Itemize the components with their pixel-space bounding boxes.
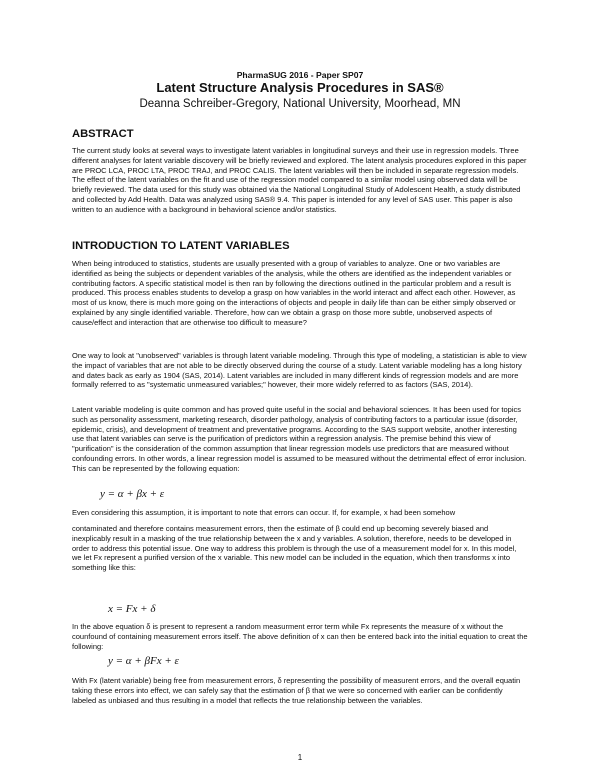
paper-title: Latent Structure Analysis Procedures in SAS® [156, 80, 444, 95]
page-number: 1 [297, 753, 303, 762]
intro-heading: INTRODUCTION TO LATENT VARIABLES [72, 240, 290, 252]
intro-paragraph-6: With Fx (latent variable) being free from measurement errors, δ representing the possibility of measurent errors, and the overall equatin taking these errors into effect, we can safely say that the estimation of β that we were so concerned with earlier can be confidently labeled as unbiased and thus resulting in a model that reflects the true relationship between the variables. [72, 676, 521, 705]
abstract-heading: ABSTRACT [72, 128, 134, 140]
author-line: Deanna Schreiber-Gregory, National University, Moorhead, MN [139, 98, 461, 110]
equation-1: y = α + βx + ε [100, 488, 165, 500]
equation-3: y = α + βFx + ε [108, 655, 179, 667]
intro-paragraph-4b: contaminated and therefore contains measurement errors, then the estimate of β could end up becoming severely biased and inexplicably result in a masking of the true relationship between the x and y variables. A solution, therefore, needs to be developed in order to address this potential issue. One way to address this problem is through the use of a measurement model for x. In this model, we let Fx represent a purified version of the x variable. This new model can be included in the equation, which then transforms x into something like this: [72, 524, 517, 573]
intro-paragraph-4a: Even considering this assumption, it is important to note that errors can occur. If, for example, x had been somehow [72, 508, 456, 517]
equation-2: x = Fx + δ [108, 603, 156, 615]
intro-paragraph-1: When being introduced to statistics, students are usually presented with a group of variables to analyze. One or two variables are identified as being the subjects or dependent variables of the analysis, while the others are identified as the independent variables or contributing factors. A specific statistical model is then ran by following the directions outlined in the particular problem and a result is produced. This process enables students to develop a grasp on how variables in the world interact and affect each other. However, as most of us know, there is much more going on the interactions of objects and people in daily life than can be either simply observed or explained by any single identified variable. Therefore, how can we obtain a grasp on those more subtle, unobserved aspects of cause/effect and interaction that are otherwise too difficult to measure? [72, 259, 516, 327]
intro-paragraph-3: Latent variable modeling is quite common and has proved quite useful in the social and behavioral sciences. It has been used for topics such as personality assessment, marketing research, disorder pathology, analysis of contributing factors to a particular issue (disorder, epidemic, crisis), and development of treatment and preventative programs. According to the SAS support website, another interesting use that latent variables can serve is the purification of predictors within a regression analysis. The premise behind this view of "purification" is the consideration of the common assumption that linear regression models use predictors that are measured without confounding errors. In other words, a linear regression model is assumed to be measured without the detrimental effect of error inclusion. This can be represented by the following equation: [72, 405, 527, 473]
conference-label: PharmaSUG 2016 - Paper SP07 [236, 70, 364, 80]
abstract-text: The current study looks at several ways to investigate latent variables in longitudinal surveys and their use in regression models. Three different analyses for latent variable discovery will be briefly reviewed and explored. The latent analysis procedures explored in this paper are PROC LCA, PROC LTA, PROC TRAJ, and PROC CALIS. The latent variables will then be included in separate regression models. The effect of the latent variables on the fit and use of the regression model compared to a similar model using observed data will be briefly reviewed. The data used for this study was obtained via the National Longitudinal Study of Adolescent Health, a study distributed and collected by Add Health. Data was analyzed using SAS® 9.4. This paper is intended for any level of SAS user. This paper is also written to an audience with a background in behavioral science and/or statistics. [72, 146, 527, 214]
intro-paragraph-5: In the above equation δ is present to represent a random measurment error term while Fx represents the measure of x without the counfound of containing measurement errors itself. The above definition of x can then be entered back into the initial equation to creat the following: [72, 622, 528, 651]
intro-paragraph-2: One way to look at "unobserved" variables is through latent variable modeling. Through this type of modeling, a statistician is able to view the impact of variables that are not able to be directly observed during the course of a study. Latent variable modeling has a long history and dates back as early as 1904 (SAS, 2014). Latent variables are included in many different kinds of regression models and are more formally referred to as "systematic unmeasured variables;" however, their more widely referred to as factors (SAS, 2014). [72, 351, 527, 390]
